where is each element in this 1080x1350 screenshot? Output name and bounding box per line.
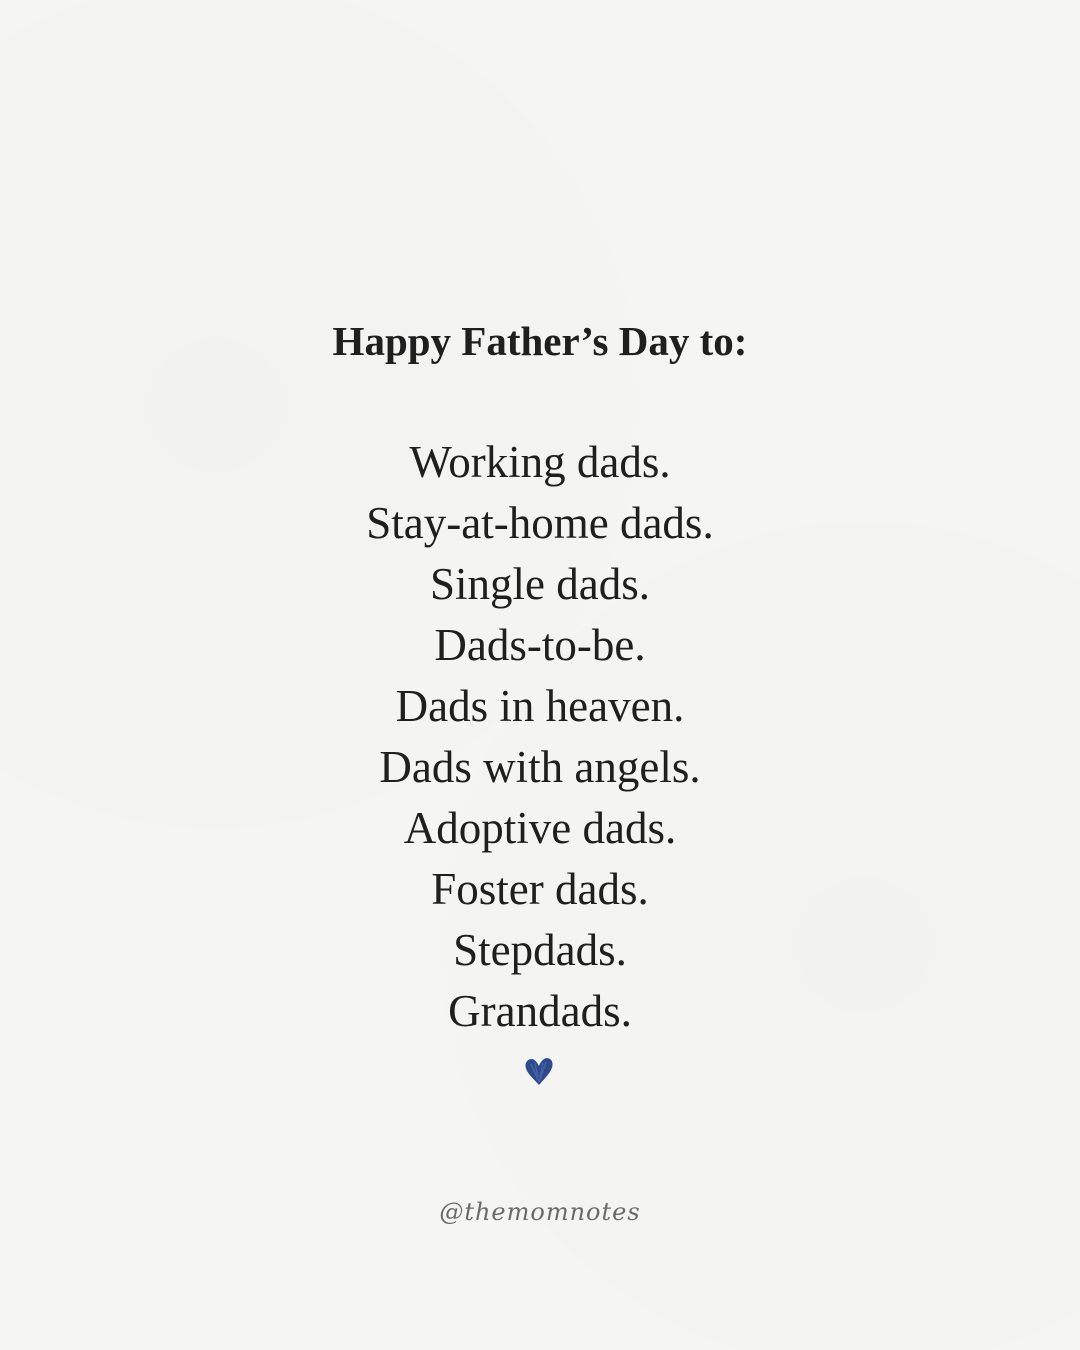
list-item: Working dads.: [409, 437, 671, 487]
list-item: Foster dads.: [431, 864, 649, 914]
heart-icon: [522, 1055, 556, 1087]
list-item: Stay-at-home dads.: [366, 498, 714, 548]
list-item: Single dads.: [430, 559, 650, 609]
list-item: Dads in heaven.: [395, 681, 685, 731]
signature: @themomnotes: [439, 1198, 641, 1226]
list-item: Adoptive dads.: [403, 803, 677, 853]
list-item: Stepdads.: [453, 925, 627, 975]
dads-list: [0, 432, 1080, 1042]
list-item: Dads with angels.: [379, 742, 701, 792]
page-title: Happy Father’s Day to:: [332, 318, 748, 364]
list-item: Grandads.: [448, 986, 632, 1036]
list-item: Dads-to-be.: [434, 620, 646, 670]
